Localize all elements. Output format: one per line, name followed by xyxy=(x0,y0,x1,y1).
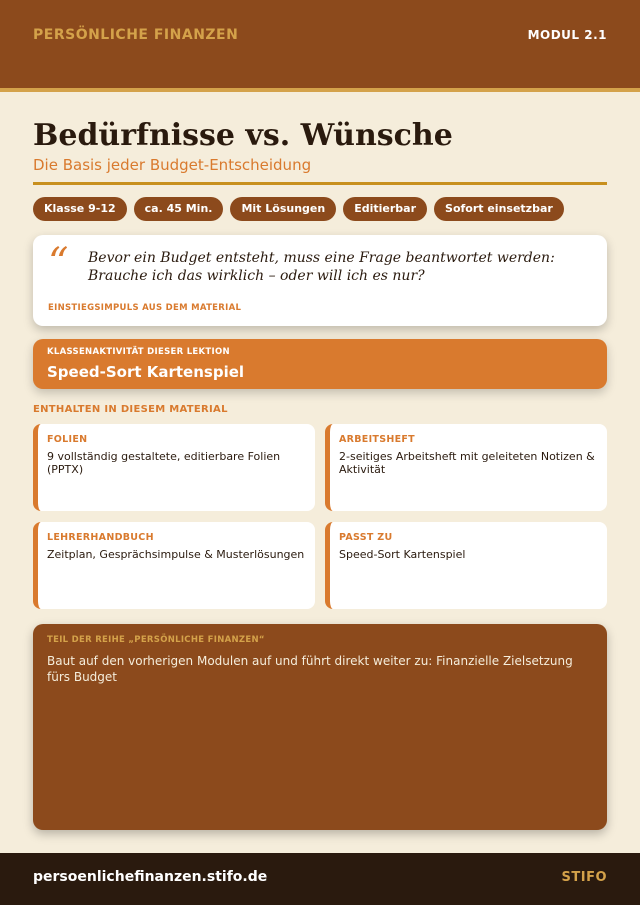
card-text: 9 vollständig gestaltete, editierbare Folien (PPTX) xyxy=(47,450,281,476)
title-divider xyxy=(33,182,607,185)
header-bar xyxy=(0,0,640,92)
card-text: Zeitplan, Gesprächsimpulse & Musterlösungen xyxy=(47,548,305,561)
tag-list xyxy=(33,197,564,221)
footer-brand: STIFO xyxy=(561,870,607,885)
tag-editable: Editierbar xyxy=(343,197,427,221)
quote-text: Bevor ein Budget entsteht, muss eine Frage beantwortet werden: Brauche ich das wirklich – oder will ich es nur? xyxy=(88,250,555,284)
card-text: Speed-Sort Kartenspiel xyxy=(339,548,466,561)
card-label: FOLIEN xyxy=(47,434,88,445)
quote-mark-icon: “ xyxy=(48,240,69,286)
quote-card xyxy=(33,235,607,326)
tag-grade: Klasse 9-12 xyxy=(33,197,127,221)
series-info-text: Baut auf den vorherigen Modulen auf und führt direkt weiter zu: Finanzielle Zielsetzung fürs Budget xyxy=(47,654,573,684)
footer-url-link[interactable]: persoenlichefinanzen.stifo.de xyxy=(33,869,268,885)
content-card-workbook xyxy=(325,424,607,511)
card-label: ARBEITSHEFT xyxy=(339,434,415,445)
activity-banner xyxy=(33,339,607,389)
activity-name: Speed-Sort Kartenspiel xyxy=(47,363,245,381)
content-card-fits-with xyxy=(325,522,607,609)
module-number: MODUL 2.1 xyxy=(527,28,607,42)
card-label: LEHRERHANDBUCH xyxy=(47,532,154,543)
page-title: Bedürfnisse vs. Wünsche xyxy=(33,118,453,153)
content-card-teacher-guide xyxy=(33,522,315,609)
series-info-box xyxy=(33,624,607,830)
quote-source: EINSTIEGSIMPULS AUS DEM MATERIAL xyxy=(48,303,242,313)
card-label: PASST ZU xyxy=(339,532,393,543)
page-subtitle: Die Basis jeder Budget-Entscheidung xyxy=(33,156,312,174)
activity-label: KLASSENAKTIVITÄT DIESER LEKTION xyxy=(47,347,230,357)
tag-duration: ca. 45 Min. xyxy=(134,197,224,221)
series-name: PERSÖNLICHE FINANZEN xyxy=(33,27,239,43)
tag-ready: Sofort einsetzbar xyxy=(434,197,564,221)
content-card-slides xyxy=(33,424,315,511)
footer-bar xyxy=(0,853,640,905)
tag-solutions: Mit Lösungen xyxy=(230,197,336,221)
card-text: 2-seitiges Arbeitsheft mit geleiteten Notizen & Aktivität xyxy=(339,450,595,476)
series-info-label: TEIL DER REIHE „PERSÖNLICHE FINANZEN“ xyxy=(47,635,265,645)
contents-section-title: ENTHALTEN IN DIESEM MATERIAL xyxy=(33,404,228,415)
